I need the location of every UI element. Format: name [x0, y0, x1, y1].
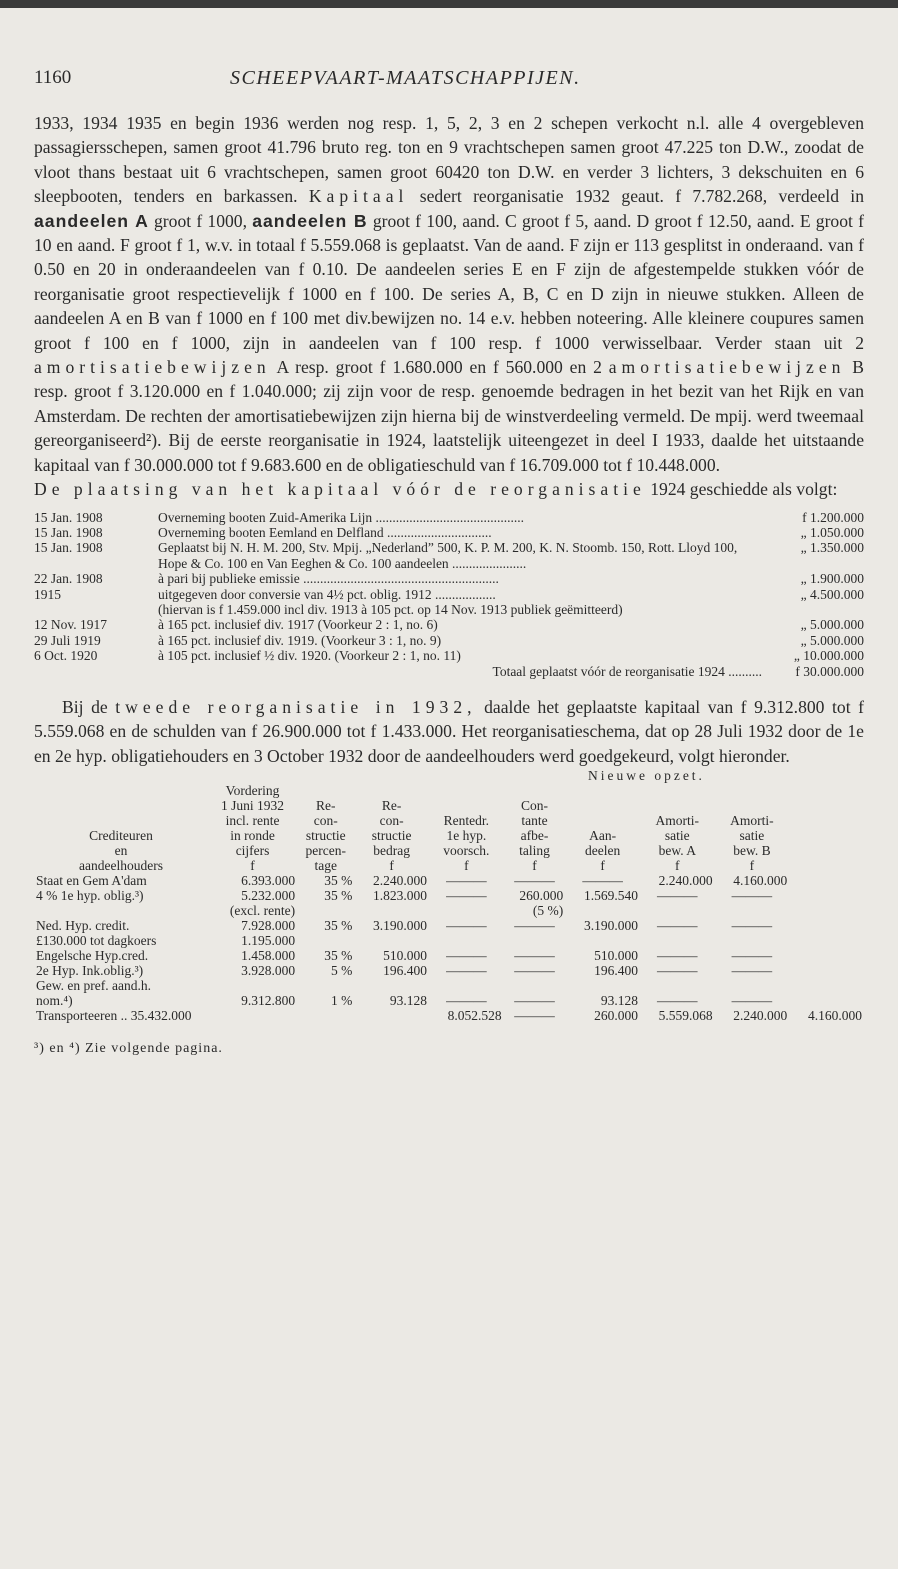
plaatsing-heading: De plaatsing van het kapitaal vóór de reorganisatie: [34, 479, 646, 500]
plaatsing-description: uitgegeven door conversie van 4½ pct. oblig. 1912 ..................: [158, 586, 496, 602]
schema-cell: 196.400: [383, 963, 427, 979]
schema-cell: ———: [657, 918, 698, 934]
schema-total-cell: 260.000: [594, 1008, 638, 1024]
schema-row: [34, 978, 864, 993]
plaatsing-date: 12 Nov. 1917: [34, 617, 107, 633]
plaatsing-amount: „ 1.900.000: [800, 571, 864, 587]
tweede-lead: Bij de: [62, 696, 108, 717]
schema-row-label: 4 % 1e hyp. oblig.³): [36, 888, 144, 904]
schema-cell: 93.128: [600, 993, 638, 1009]
plaatsing-row: [34, 510, 864, 525]
plaatsing-intro-text: 1924 geschiedde als volgt:: [650, 479, 838, 500]
schema-cell: ———: [657, 888, 698, 904]
schema-row-label: Gew. en pref. aand.h.: [36, 978, 151, 994]
schema-cell: 5 %: [330, 963, 353, 979]
schema-cell: [429, 978, 504, 993]
plaatsing-description: (hiervan is f 1.459.000 incl div. 1913 à 105 pct. op 14 Nov. 1913 publiek geëmitteerd): [158, 601, 623, 617]
schema-cell: 4.160.000: [733, 873, 788, 889]
schema-cell: 6.393.000: [241, 873, 296, 889]
schema-cell: ———: [446, 993, 487, 1009]
schema-column-header: Amorti- satie bew. A f: [655, 813, 700, 874]
schema-row-label: [34, 903, 208, 918]
schema-cell: [354, 933, 429, 948]
schema-cell: 1.569.540: [583, 888, 638, 904]
schema-row: [34, 993, 864, 1008]
plaatsing-date: 1915: [34, 586, 61, 602]
plaatsing-row: [34, 571, 864, 586]
schema-cell: [297, 978, 354, 993]
schema-cell: [715, 978, 790, 993]
schema-column-header: Rentedr. 1e hyp. voorsch. f: [443, 813, 490, 874]
schema-cell: ———: [657, 963, 698, 979]
kapitaal-heading: Kapitaal: [308, 186, 409, 207]
schema-cell: (excl. rente): [229, 903, 296, 919]
plaatsing-table: [34, 510, 864, 679]
schema-cell: ———: [731, 963, 773, 979]
schema-cell: [297, 933, 354, 948]
schema-cell: ———: [657, 993, 698, 1009]
schema-cell: ———: [657, 948, 698, 964]
schema-row: [34, 933, 864, 948]
schema-cell: ———: [446, 873, 487, 889]
schema-cell: 510.000: [383, 948, 427, 964]
plaatsing-row: [34, 617, 864, 632]
schema-cell: 2.240.000: [658, 873, 713, 889]
plaatsing-amount: „ 1.050.000: [800, 524, 864, 540]
plaatsing-description: Overneming booten Zuid-Amerika Lijn ............................................: [158, 509, 524, 525]
plaatsing-row: [34, 633, 864, 648]
reorganisatie-schema-table: [34, 768, 864, 1023]
schema-total-cell: 4.160.000: [808, 1008, 862, 1024]
schema-cell: ———: [446, 918, 487, 934]
schema-row-label: Staat en Gem A'dam: [36, 873, 147, 889]
intro-text-5: A resp. groot f 1.680.000 en f 560.000 en 2: [276, 357, 602, 378]
intro-text-4: groot f 100, aand. C groot f 5, aand. D groot f 12.50, aand. E groot f 10 en aand. F groot f 1, w.v. in totaal f 5.559.068 is geplaatst. Van de aand. F zijn er 113 gesplitst in onderaand. van f 0.50 en 20 in onderaandeelen van f 0.10. De aandeelen series E en F zijn de afgestempelde stukken vóór de reorganisatie groot respectievelijk f 1000 en f 100. De series A, B, C en D zijn in nieuwe stukken. Alleen de aandeelen A en B van f 1000 en f 100 met div.bewijzen no. 14 e.v. hebben noteering. Alle kleinere coupures samen groot f 100 en f 1000, zijn in aandeelen van f 100 resp. f 1000 verwisselbaar. Verder staan uit 2: [34, 210, 864, 353]
schema-column-header: Amorti- satie bew. B f: [730, 813, 774, 874]
page-number: 1160: [34, 67, 72, 88]
plaatsing-row: [34, 540, 864, 571]
plaatsing-row: [34, 525, 864, 540]
plaatsing-total-amount: f 30.000.000: [795, 663, 864, 679]
schema-cell: [715, 933, 790, 948]
schema-cell: 1.823.000: [373, 888, 427, 904]
plaatsing-amount: „ 5.000.000: [800, 617, 864, 633]
intro-paragraph: [34, 111, 864, 477]
schema-column-header: Re- con- structie bedrag f: [371, 798, 412, 874]
schema-cell: 5.232.000: [241, 888, 296, 904]
schema-cell: 510.000: [594, 948, 638, 964]
schema-cell: [429, 903, 504, 918]
schema-column-header: Aan- deelen f: [584, 828, 621, 874]
plaatsing-date: 15 Jan. 1908: [34, 540, 103, 556]
schema-total-cell: [354, 1008, 429, 1023]
plaatsing-date: 6 Oct. 1920: [34, 648, 98, 664]
schema-row: [34, 963, 864, 978]
schema-total-cell: ———: [514, 1008, 555, 1024]
plaatsing-amount: „ 10.000.000: [793, 648, 864, 664]
schema-cell: ———: [514, 963, 555, 979]
schema-cell: 196.400: [594, 963, 638, 979]
schema-cell: ———: [514, 918, 555, 934]
schema-cell: ———: [446, 948, 487, 964]
tweede-reorganisatie-paragraph: [34, 695, 864, 768]
plaatsing-description: Overneming booten Eemland en Delfland ...............................: [158, 524, 492, 540]
amortisatie-b-heading: amortisatiebewijzen: [608, 357, 846, 378]
schema-cell: [565, 978, 640, 993]
schema-cell: 35 %: [324, 918, 353, 934]
schema-cell: 35 %: [324, 873, 353, 889]
schema-row-label: £130.000 tot dagkoers: [36, 933, 157, 949]
schema-cell: [354, 903, 429, 918]
schema-cell: 9.312.800: [241, 993, 296, 1009]
plaatsing-row: [34, 587, 864, 602]
schema-cell: ———: [731, 948, 773, 964]
schema-cell: ———: [514, 873, 555, 889]
aandeelen-b-heading: aandeelen B: [252, 210, 368, 231]
schema-cell: [504, 933, 566, 948]
schema-row: [34, 948, 864, 963]
schema-caption: Nieuwe opzet.: [587, 768, 705, 784]
schema-row: [34, 918, 864, 933]
schema-row-label: Engelsche Hyp.cred.: [36, 948, 149, 964]
tweede-heading: tweede reorganisatie in 1932,: [115, 696, 477, 717]
schema-cell: [504, 978, 566, 993]
schema-cell: 1.458.000: [241, 948, 296, 964]
schema-row: [34, 888, 864, 903]
schema-total-cell: 8.052.528: [447, 1008, 502, 1024]
schema-cell: 35 %: [324, 888, 353, 904]
tweede-text: daalde het geplaatste kapitaal van f 9.312.800 tot f 5.559.068 en de schulden van f 26.900.000 tot f 1.433.000. Het reorganisatieschema, dat op 28 Juli 1932 door de 1e en 2e hyp. obligatiehouders en 3 October 1932 door de aandeelhouders werd goedgekeurd, volgt hieronder.: [34, 696, 865, 766]
schema-cell: 1.195.000: [241, 933, 296, 949]
plaatsing-date: [34, 602, 158, 617]
schema-column-header: Vordering 1 Juni 1932 incl. rente in ronde cijfers f: [221, 783, 285, 874]
schema-cell: [565, 933, 640, 948]
plaatsing-description: à 165 pct. inclusief div. 1917 (Voorkeur 2 : 1, no. 6): [158, 617, 438, 633]
schema-cell: [208, 978, 297, 993]
schema-cell: (5 %): [532, 903, 564, 919]
schema-cell: ———: [514, 993, 555, 1009]
schema-cell: [565, 903, 640, 918]
schema-row-label: 2e Hyp. Ink.oblig.³): [36, 963, 144, 979]
intro-text-6: B resp. groot f 3.120.000 en f 1.040.000; zij zijn voor de resp. genoemde bedragen in het bezit van het Rijk en van Amsterdam. De rechten der amortisatiebewijzen zijn hierna bij de winstverdeeling vermeld. De mpij. werd tweemaal gereorganiseerd²). Bij de eerste reorganisatie in 1924, laatstelijk uiteengezet in deel I 1933, daalde het uitstaande kapitaal van f 30.000.000 tot f 9.683.600 en de obligatieschuld van f 16.709.000 tot f 10.448.000.: [34, 357, 865, 475]
amortisatie-a-heading: amortisatiebewijzen: [34, 357, 271, 378]
plaatsing-row: [34, 602, 864, 617]
schema-total-cell: 2.240.000: [733, 1008, 788, 1024]
schema-column-header: Crediteuren en aandeelhouders: [79, 828, 163, 874]
page-header: [34, 55, 864, 95]
schema-cell: 3.190.000: [583, 918, 638, 934]
schema-column-header: Re- con- structie percen- tage: [305, 798, 346, 874]
plaatsing-amount: [766, 602, 864, 617]
plaatsing-amount: f 1.200.000: [802, 509, 864, 525]
schema-row-label: nom.⁴): [36, 993, 73, 1009]
schema-row-label: Ned. Hyp. credit.: [36, 918, 130, 934]
intro-text-3: groot f 1000,: [154, 210, 247, 231]
schema-cell: [354, 978, 429, 993]
schema-cell: [715, 903, 790, 918]
page: [34, 55, 864, 1057]
schema-row: [34, 873, 864, 888]
schema-row: [34, 903, 864, 918]
schema-cell: ———: [731, 993, 773, 1009]
schema-cell: 7.928.000: [241, 918, 296, 934]
plaatsing-description: à pari bij publieke emissie ..........................................................: [158, 571, 499, 587]
plaatsing-intro: [34, 477, 864, 501]
plaatsing-total-row: [34, 664, 864, 679]
intro-text-1: 1933, 1934 1935 en begin 1936 werden nog resp. 1, 5, 2, 3 en 2 schepen verkocht n.l. alle 4 overgebleven passagiersschepen, samen groot 41.796 bruto reg. ton en 9 vrachtschepen samen groot 47.225 ton D.W., zoodat de vloot thans bestaat uit 6 vrachtschepen, samen groot 60420 ton D.W. en verder 3 lichters, 3 dekschuiten en 6 sleepbooten, tenders en barkassen.: [34, 113, 864, 207]
schema-cell: ———: [446, 888, 487, 904]
aandeelen-a-heading: aandeelen A: [34, 210, 149, 231]
plaatsing-date: 29 Juli 1919: [34, 632, 101, 648]
schema-cell: ———: [731, 918, 773, 934]
scan-top-edge: [0, 0, 898, 8]
schema-cell: [640, 933, 715, 948]
plaatsing-total-label: Totaal geplaatst vóór de reorganisatie 1924 ..........: [492, 663, 762, 679]
plaatsing-description: Geplaatst bij N. H. M. 200, Stv. Mpij. „Nederland” 500, K. P. M. 200, K. N. Stoomb. 150, Rott. Lloyd 100, Hope & Co. 100 en Van Eeghen & Co. 100 aandeelen ......................: [158, 540, 738, 571]
intro-text-2: sedert reorganisatie 1932 geaut. f 7.782.268, verdeeld in: [419, 186, 864, 207]
schema-cell: 260.000: [519, 888, 564, 904]
schema-cell: ———: [731, 888, 773, 904]
schema-cell: 1 %: [330, 993, 353, 1009]
plaatsing-date: 15 Jan. 1908: [34, 524, 103, 540]
schema-cell: 93.128: [389, 993, 427, 1009]
plaatsing-amount: „ 5.000.000: [800, 632, 864, 648]
schema-cell: 2.240.000: [373, 873, 427, 889]
schema-total-row: [34, 1008, 864, 1023]
schema-cell: ———: [514, 948, 555, 964]
schema-total-cell: 5.559.068: [658, 1008, 713, 1024]
schema-total-label: Transporteeren .. 35.432.000: [36, 1008, 192, 1024]
schema-cell: 35 %: [324, 948, 353, 964]
plaatsing-description: à 105 pct. inclusief ½ div. 1920. (Voorkeur 2 : 1, no. 11): [158, 648, 461, 664]
plaatsing-date: 22 Jan. 1908: [34, 571, 103, 587]
plaatsing-date: 15 Jan. 1908: [34, 509, 103, 525]
plaatsing-amount: „ 1.350.000: [800, 540, 864, 556]
schema-cell: 3.190.000: [373, 918, 427, 934]
schema-cell: [640, 978, 715, 993]
plaatsing-description: à 165 pct. inclusief div. 1919. (Voorkeur 3 : 1, no. 9): [158, 632, 442, 648]
plaatsing-amount: „ 4.500.000: [800, 586, 864, 602]
footnote: ³) en ⁴) Zie volgende pagina.: [34, 1041, 223, 1057]
schema-column-header: Con- tante afbe- taling f: [519, 798, 550, 874]
schema-cell: ———: [446, 963, 487, 979]
schema-cell: [297, 903, 354, 918]
running-title: SCHEEPVAART-MAATSCHAPPIJEN.: [230, 67, 581, 89]
schema-cell: [640, 903, 715, 918]
plaatsing-row: [34, 648, 864, 663]
schema-cell: 3.928.000: [241, 963, 296, 979]
schema-cell: ———: [582, 873, 623, 889]
schema-cell: [429, 933, 504, 948]
